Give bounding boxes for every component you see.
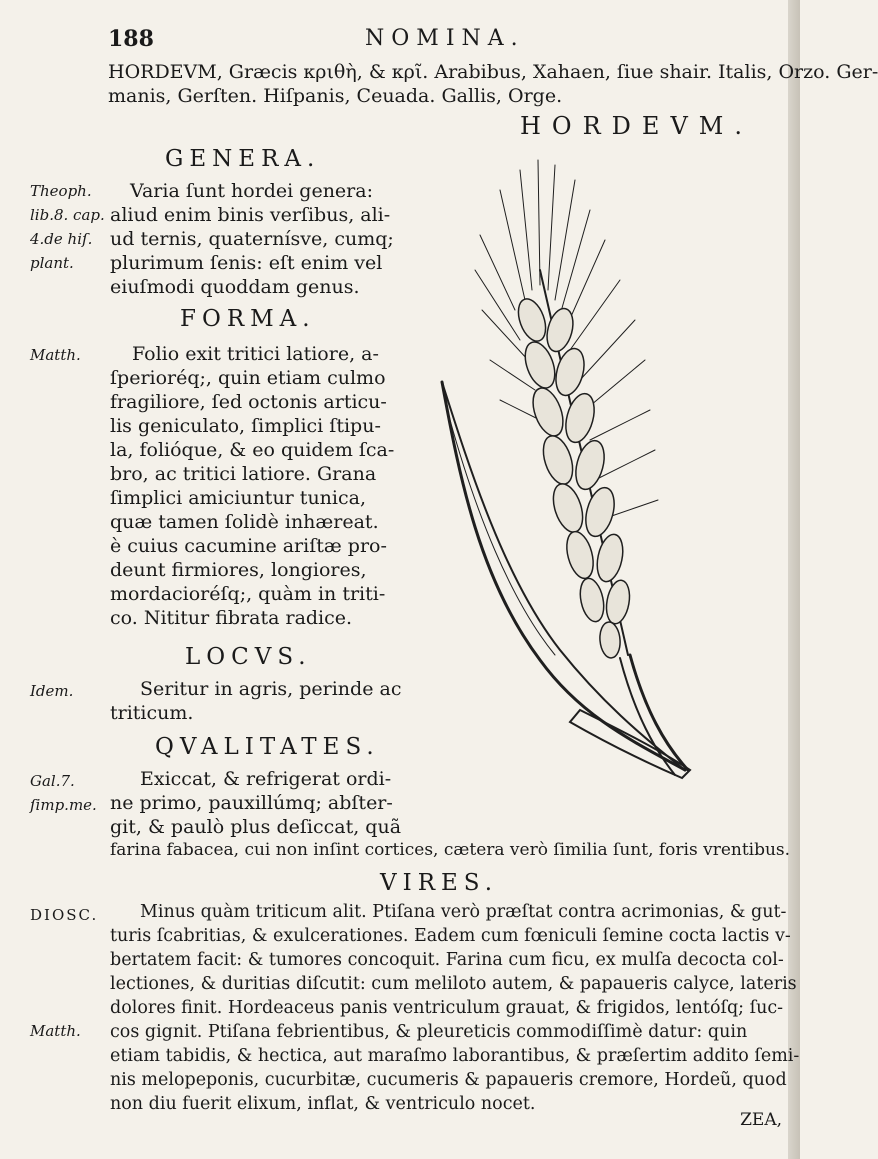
text-line: co. Nititur fibrata radice. — [110, 607, 353, 629]
text-line: aliud enim binis verſibus, ali- — [110, 204, 391, 226]
text-line: deunt firmiores, longiores, — [110, 559, 367, 581]
margin-note: ſimp.me. — [30, 796, 97, 814]
text-line: etiam tabidis, & hectica, aut maraſmo laborantibus, & præſertim addito ſemi- — [110, 1046, 800, 1066]
names-line-1: HORDEVM, Græcis κριθὴ, & κρῖ. Arabibus, Xahaen, ſiue shair. Italis, Orzo. Ger- — [108, 61, 878, 83]
running-title: NOMINA. — [365, 26, 525, 51]
margin-note: 4.de hiſ. — [30, 230, 93, 248]
text-line: ſimplici amiciuntur tunica, — [110, 487, 366, 509]
text-line: la, folióque, & eo quidem ſca- — [110, 439, 395, 461]
names-line-2: manis, Gerſten. Hiſpanis, Ceuada. Gallis, Orge. — [108, 85, 563, 107]
text-line: ne primo, pauxillúmq; abſter- — [110, 792, 393, 814]
margin-note: Idem. — [30, 682, 74, 700]
text-line: mordacioréſq;, quàm in triti- — [110, 583, 386, 605]
text-line: bro, ac tritici latiore. Grana — [110, 463, 377, 485]
text-line: lectiones, & duritias diſcutit: cum meliloto autem, & papaueris calyce, lateris — [110, 974, 797, 994]
text-line: eiuſmodi quoddam genus. — [110, 276, 360, 298]
text-line: bertatem facit: & tumores concoquit. Farina cum ficu, ex mulſa decocta col- — [110, 950, 784, 970]
page-number: 188 — [108, 26, 154, 52]
section-heading-genera: GENERA. — [165, 146, 321, 172]
plant-title: HORDEVM. — [520, 112, 753, 140]
text-line: ud ternis, quaternísve, cumq; — [110, 228, 394, 250]
margin-note: Matth. — [30, 1022, 81, 1040]
section-heading-qualitates: QVALITATES. — [155, 734, 380, 760]
margin-note: lib.8. cap. — [30, 206, 105, 224]
text-line: Exiccat, & refrigerat ordi- — [140, 768, 392, 790]
margin-note: Gal.7. — [30, 772, 75, 790]
catchword: ZEA, — [740, 1110, 782, 1130]
margin-note: Matth. — [30, 346, 81, 364]
text-line: Varia ſunt hordei genera: — [130, 180, 373, 202]
text-line: triticum. — [110, 702, 194, 724]
text-line: è cuius cacumine ariſtæ pro- — [110, 535, 387, 557]
margin-note: plant. — [30, 254, 74, 272]
text-line: cos gignit. Ptiſana febrientibus, & pleureticis commodiſſimè datur: quin — [110, 1022, 748, 1042]
text-line: lis geniculato, ſimplici ſtipu- — [110, 415, 381, 437]
section-heading-forma: FORMA. — [180, 306, 316, 332]
text-line: quæ tamen ſolidè inhæreat. — [110, 511, 379, 533]
barley-ear-woodcut-icon — [420, 150, 710, 790]
text-line: fragiliore, ſed octonis articu- — [110, 391, 387, 413]
text-line: Seritur in agris, perinde ac — [140, 678, 402, 700]
text-line: Folio exit tritici latiore, a- — [132, 343, 379, 365]
text-line: Minus quàm triticum alit. Ptiſana verò præſtat contra acrimonias, & gut- — [140, 902, 787, 922]
text-line: plurimum ſenis: eſt enim vel — [110, 252, 383, 274]
text-line: farina fabacea, cui non inſint cortices, cætera verò ſimilia ſunt, foris vrentibus. — [110, 840, 791, 860]
text-line: ſperioréq;, quin etiam culmo — [110, 367, 386, 389]
margin-note: DIOSC. — [30, 906, 99, 924]
text-line: non diu fuerit elixum, inflat, & ventriculo nocet. — [110, 1094, 536, 1114]
text-line: turis ſcabritias, & exulcerationes. Eadem cum fœniculi ſemine cocta lactis v- — [110, 926, 791, 946]
text-line: git, & paulò plus deſiccat, quã — [110, 816, 402, 838]
section-heading-locus: LOCVS. — [185, 644, 312, 670]
text-line: dolores finit. Hordeaceus panis ventriculum grauat, & frigidos, lentóſq; ſuc- — [110, 998, 784, 1018]
margin-note: Theoph. — [30, 182, 92, 200]
section-heading-vires: VIRES. — [380, 870, 499, 896]
text-line: nis melopeponis, cucurbitæ, cucumeris & papaueris cremore, Hordeũ, quod — [110, 1070, 787, 1090]
